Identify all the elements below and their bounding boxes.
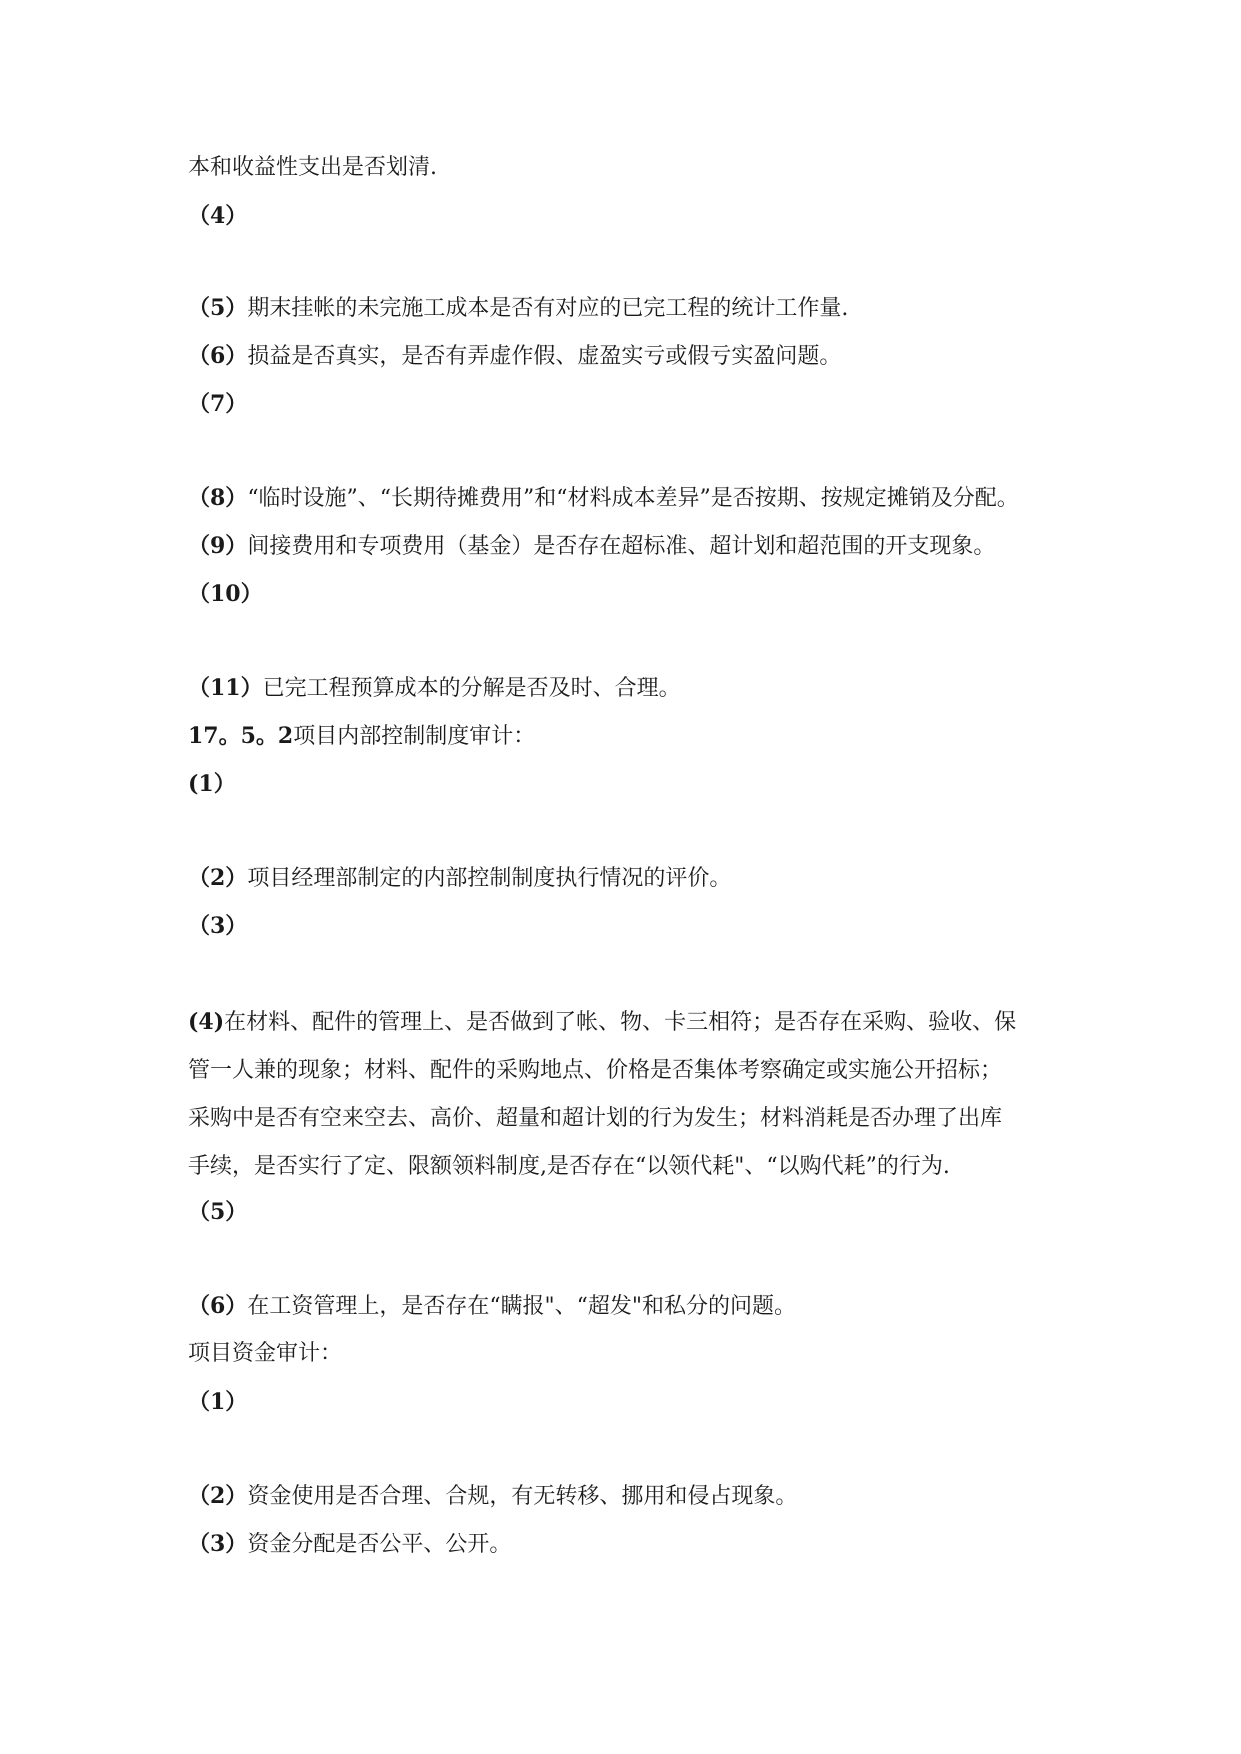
- item-text: 间接费用和专项费用（基金）是否存在超标准、超计划和超范围的开支现象。: [247, 534, 996, 559]
- line-text: 本和收益性支出是否划清.: [188, 155, 437, 180]
- text-line: [188, 152, 437, 184]
- item-text: 已完工程预算成本的分解是否及时、合理。: [262, 676, 681, 701]
- section-title: 项目内部控制制度审计：: [293, 724, 536, 749]
- list-item: [188, 672, 681, 705]
- item-number: （8）: [188, 485, 248, 511]
- list-item: [188, 530, 995, 563]
- paragraph-row: 管一人兼的现象；材料、配件的采购地点、价格是否集体考察确定或实施公开招标；: [188, 1058, 1003, 1083]
- paragraph-row: 采购中是否有空来空去、高价、超量和超计划的行为发生；材料消耗是否办理了出库: [188, 1106, 1003, 1131]
- item-text: “临时设施”、“长期待摊费用”和“材料成本差异”是否按期、按规定摊销及分配。: [247, 486, 1019, 511]
- list-item: [188, 200, 247, 233]
- row-text: 在材料、配件的管理上、是否做到了帐、物、卡三相符；是否存在采购、验收、保: [224, 1010, 1017, 1035]
- item-text: 期末挂帐的未完施工成本是否有对应的已完工程的统计工作量.: [247, 296, 849, 321]
- paragraph-row: [188, 998, 1128, 1047]
- list-item: [188, 768, 236, 801]
- item-text: 资金使用是否合理、合规，有无转移、挪用和侵占现象。: [247, 1484, 798, 1509]
- item-number: （10）: [188, 581, 263, 607]
- section-number: 17。5。2: [188, 723, 294, 749]
- section-heading: [188, 720, 535, 753]
- list-item: [188, 388, 247, 421]
- item-text: 资金分配是否公平、公开。: [247, 1532, 512, 1557]
- list-item: [188, 1480, 797, 1513]
- item-number: （2）: [188, 865, 248, 891]
- item-text: 在工资管理上，是否存在“瞒报"、“超发"和私分的问题。: [247, 1294, 797, 1319]
- list-item: [188, 1386, 247, 1419]
- item-text: 损益是否真实，是否有弄虚作假、虚盈实亏或假亏实盈问题。: [247, 344, 842, 369]
- item-number: （3）: [188, 913, 248, 939]
- list-item: [188, 340, 841, 373]
- item-number: (1）: [188, 771, 236, 797]
- list-item: [188, 292, 848, 325]
- list-item: [188, 1528, 511, 1561]
- item-number: （6）: [188, 1293, 248, 1319]
- list-item: [188, 482, 1019, 515]
- list-item: [188, 862, 731, 895]
- item-number: （7）: [188, 391, 248, 417]
- paragraph-row: 手续，是否实行了定、限额领料制度,是否存在“以领代耗"、“以购代耗”的行为.: [188, 1154, 950, 1179]
- list-item: [188, 1196, 247, 1229]
- item-number: （9）: [188, 533, 248, 559]
- paragraph-item-4: [188, 998, 1128, 1191]
- list-item: [188, 1290, 796, 1323]
- section-title: 项目资金审计：: [188, 1341, 343, 1366]
- list-item: [188, 910, 247, 943]
- item-number: （5）: [188, 295, 248, 321]
- item-number: （6）: [188, 343, 248, 369]
- item-number: （2）: [188, 1483, 248, 1509]
- item-number: （4）: [188, 203, 248, 229]
- item-text: 项目经理部制定的内部控制制度执行情况的评价。: [247, 866, 732, 891]
- item-number: （1）: [188, 1389, 248, 1415]
- section-heading: [188, 1338, 342, 1370]
- list-item: [188, 578, 263, 611]
- item-number: （3）: [188, 1531, 248, 1557]
- item-number: (4): [188, 1009, 225, 1035]
- item-number: （5）: [188, 1199, 248, 1225]
- item-number: （11）: [188, 675, 263, 701]
